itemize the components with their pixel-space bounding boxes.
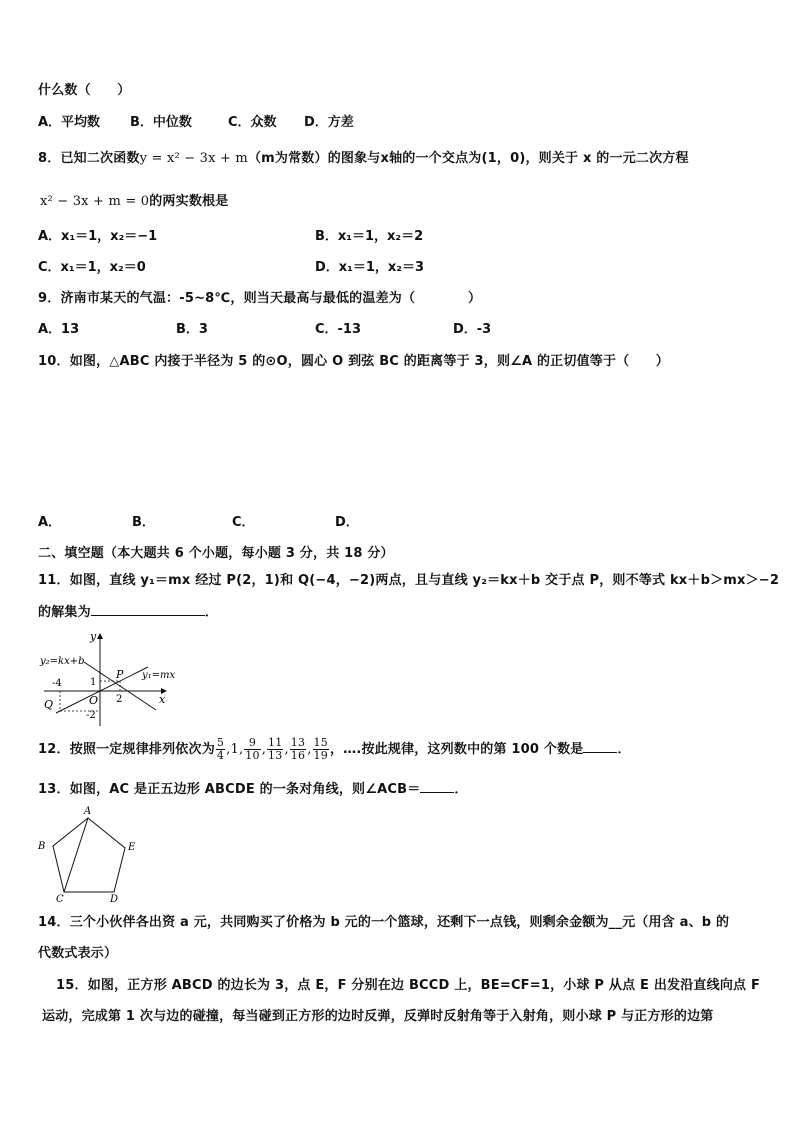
tick-label-neg2: -2 [86,710,96,721]
q7-option-a: A．平均数 [38,115,101,130]
q14-line-1: 14．三个小伙伴各出资 a 元，共同购买了价格为 b 元的一个篮球，还剩下一点钱，则剩余金额为__元（用含 a、b 的 [38,915,730,930]
q8-option-a: A．x₁＝1，x₂＝−1 [38,229,158,244]
vertex-c-label: C [56,894,64,902]
q9-stem: 9．济南市某天的气温：-5~8℃，则当天最高与最低的温差为（ ） [38,291,482,306]
q9-option-d: D．-3 [453,322,492,337]
q12-term-3: $\frac{9}{10}$ [245,736,260,762]
q12-term-1: $\frac{5}{4}$ [216,736,225,762]
q8-option-d: D．x₁＝1，x₂＝3 [315,260,425,275]
q15-line-2: 运动，完成第 1 次与边的碰撞，每当碰到正方形的边时反弹，反弹时反射角等于入射角，则小球 P 与正方形的边第 [42,1009,714,1024]
q10-option-b: B． [132,515,155,530]
q12-term-6: $\frac{15}{19}$ [313,736,328,762]
point-q-label: Q [44,698,54,711]
q11-figure [36,628,184,728]
q11-answer-pre: 的解集为 [38,605,91,620]
q10-option-a: A． [38,515,62,530]
q12-stem: 12．按照一定规律排列依次为 $\frac{5}{4}$ ,1, $\frac{9}{10}$ , $\frac{11}{13}$ , $\frac{13}{16}$ , $\frac{15}{19}$ ，….按此规律，这列数中的第 100 个数是 ． [38,736,631,762]
q12-stem-post: ，….按此规律，这列数中的第 100 个数是 [329,742,584,757]
tick-label-1: 1 [90,677,97,688]
y-axis-label: y [90,630,97,643]
q12-term-5: $\frac{13}{16}$ [290,736,306,762]
q15-line-1: 15．如图，正方形 ABCD 的边长为 3，点 E，F 分别在边 BCCD 上，BE=CF=1，小球 P 从点 E 出发沿直线向点 F [56,978,761,993]
vertex-a-label: A [84,806,92,817]
vertex-b-label: B [38,841,46,852]
q8-stem-mid: （m为常数）的图象与x轴的一个交点为(1，0)，则关于 x 的一元二次方程 [247,151,689,166]
line-y2-label: y₂=kx+b [40,656,85,667]
q12-stem-end: ． [617,742,631,757]
q8-equation: x² − 3x + m = 0 [40,194,150,209]
point-p-label: P [116,668,124,681]
q8-stem [38,150,689,168]
q7-option-b: B．中位数 [130,115,192,130]
origin-label: O [89,694,99,707]
q13-pentagon-figure [34,802,144,902]
q11-answer-line [38,602,218,622]
q13-answer-blank [420,779,454,793]
q8-stem-post: 的两实数根是 [149,194,229,209]
tick-label-neg4: -4 [52,678,62,689]
q8-stem-pre: 8．已知二次函数 [38,151,140,166]
q8-option-c: C．x₁＝1，x₂＝0 [38,260,146,275]
q9-option-b: B．3 [176,322,208,337]
q11-stem: 11．如图，直线 y₁＝mx 经过 P(2，1)和 Q(−4，−2)两点，且与直线 y₂＝kx＋b 交于点 P，则不等式 kx＋b＞mx＞−2 [38,573,780,588]
q10-option-d: D． [335,515,359,530]
q12-answer-blank [583,739,617,753]
q12-term-4: $\frac{11}{13}$ [268,736,283,762]
q13-stem-pre: 13．如图，AC 是正五边形 ABCDE 的一条对角线，则∠ACB＝ [38,782,421,797]
q13-stem-post: ． [454,782,468,797]
q9-option-c: C．-13 [315,322,362,337]
q12-term-2: 1 [230,742,239,757]
q8-option-b: B．x₁＝1，x₂＝2 [315,229,424,244]
q10-stem: 10．如图，△ABC 内接于半径为 5 的⊙O，圆心 O 到弦 BC 的距离等于 3，则∠A 的正切值等于（ ） [38,354,669,369]
vertex-e-label: E [128,842,136,853]
q8-function: y = x² − 3x + m [139,151,248,166]
q7-option-d: D．方差 [304,115,354,130]
q10-option-c: C． [232,515,255,530]
section-heading: 二、填空题（本大题共 6 个小题，每小题 3 分，共 18 分） [38,546,394,561]
q11-answer-post: ． [204,605,219,620]
q12-stem-pre: 12．按照一定规律排列依次为 [38,742,215,757]
q7-option-c: C．众数 [228,115,277,130]
pentagon [53,818,125,892]
q9-option-a: A．13 [38,322,80,337]
q11-answer-blank [91,602,205,616]
line-y1-label: y₁=mx [142,670,176,681]
q8-equation-line [40,193,228,211]
tick-label-2: 2 [116,694,123,705]
q14-line-2: 代数式表示） [38,946,118,961]
vertex-d-label: D [110,894,119,902]
q7-tail: 什么数（ ） [38,83,131,98]
q13-stem [38,779,468,799]
diagonal-ac [64,818,88,892]
x-axis-label: x [159,693,166,706]
